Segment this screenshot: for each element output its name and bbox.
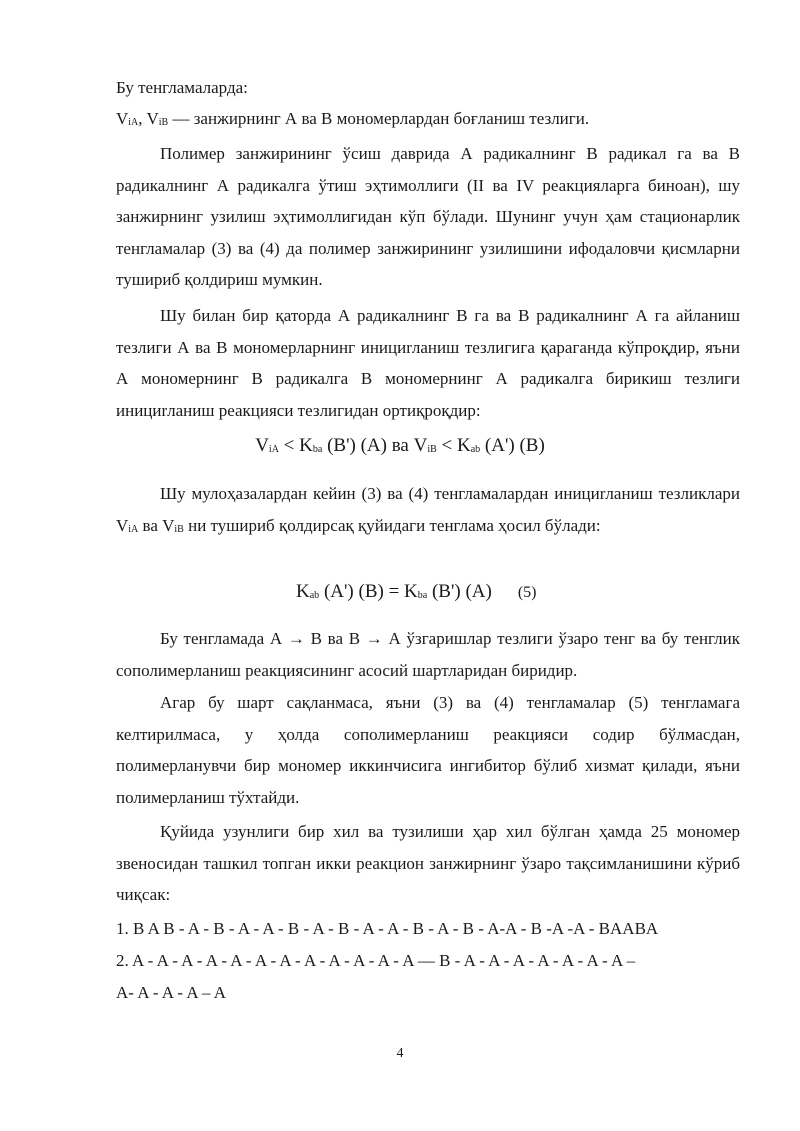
paragraph-initiation-rates: Шу мулоҳазалардан кейин (3) ва (4) тенгламалардан инициrланиш тезликлари $V_{iA}$ ва $V_{iB}$ ни тушириб қолдирсақ қуйидаги тенглама ҳосил бўлади:	[116, 484, 740, 535]
paragraph-chains-intro: Қуйида узунлиги бир хил ва тузилиши ҳар хил бўлган ҳамда 25 мономер звеносидан ташкил топган икки реакцион занжирнинг ўзаро тақсимланишини кўриб чиқсак:	[116, 822, 740, 905]
velocity-definition: $V_{iA}$, $V_{iB}$ — занжирнинг А ва В мономерлардан боғланиш тезлиги.	[116, 109, 590, 128]
equation-number: (5)	[517, 584, 537, 601]
paragraph-transition-equality: Бу тенгламада А → В ва В → А ўзгаришлар тезлиги ўзаро тенг ва бу тенглик сополимерланиш реакциясининг асосий шартларидан биридир.	[116, 629, 740, 680]
paragraph-inhibitor: Агар бу шарт сақланмаса, яъни (3) ва (4) тенгламалар (5) тенгламага келтирилмаса, у ҳолда сополимерланиш реакцияси содир бўлмасдан, полимерланувчи бир мономер иккинчисига ингибитор бўлиб хизмат қилади, яъни полимерланиш тўхтайди.	[116, 693, 740, 807]
paragraph-chain-growth: Полимер занжирининг ўсиш даврида А радикалнинг В радикал га ва В радикалнинг А радикалга ўтиш эҳтимоллиги (II ва IV реакцияларга биноан), шу занжирнинг узилиш эҳтимоллигидан кўп бўлади. Шунинг учун ҳам стационарлик тенгламалар (3) ва (4) да полимер занжирининг узилишини ифодаловчи қисмларни тушириб қолдириш мумкин.	[116, 144, 740, 290]
chain-2-line-1: 2. A - A - A - A - A - A - A - A - A - A - A - A — B - A - A - A - A - A - A - A –	[116, 951, 636, 970]
chain-1: 1. B A B - A - B - A - A - B - A - B - A - A - B - A - B - A-A - B -A -A - BAABA	[116, 919, 659, 938]
page-number: 4	[396, 1046, 404, 1061]
inequality-equation: $V_{iA} < K_{ba}$ (B') (A) ва $V_{iB} < K_{ab}$ (A') (B)	[255, 435, 545, 456]
chain-2-line-2: A- A - A - A – A	[116, 983, 227, 1002]
equation-5: $K_{ab}$ (A') $(B) = K_{ba}$ (B') (A) (5)	[296, 581, 537, 602]
paragraph-radical-rate: Шу билан бир қаторда А радикалнинг В га ва В радикалнинг А га айланиш тезлиги А ва В мономерларнинг инициrланиш тезлигига қараганда кўпроқдир, яъни А мономернинг В радикалга В мономернинг А радикалга бирикиш тезлиги инициrланиш реакцияси тезлигидан ортиқроқдир:	[116, 306, 740, 420]
intro-label: Бу тенгламаларда:	[116, 78, 248, 97]
